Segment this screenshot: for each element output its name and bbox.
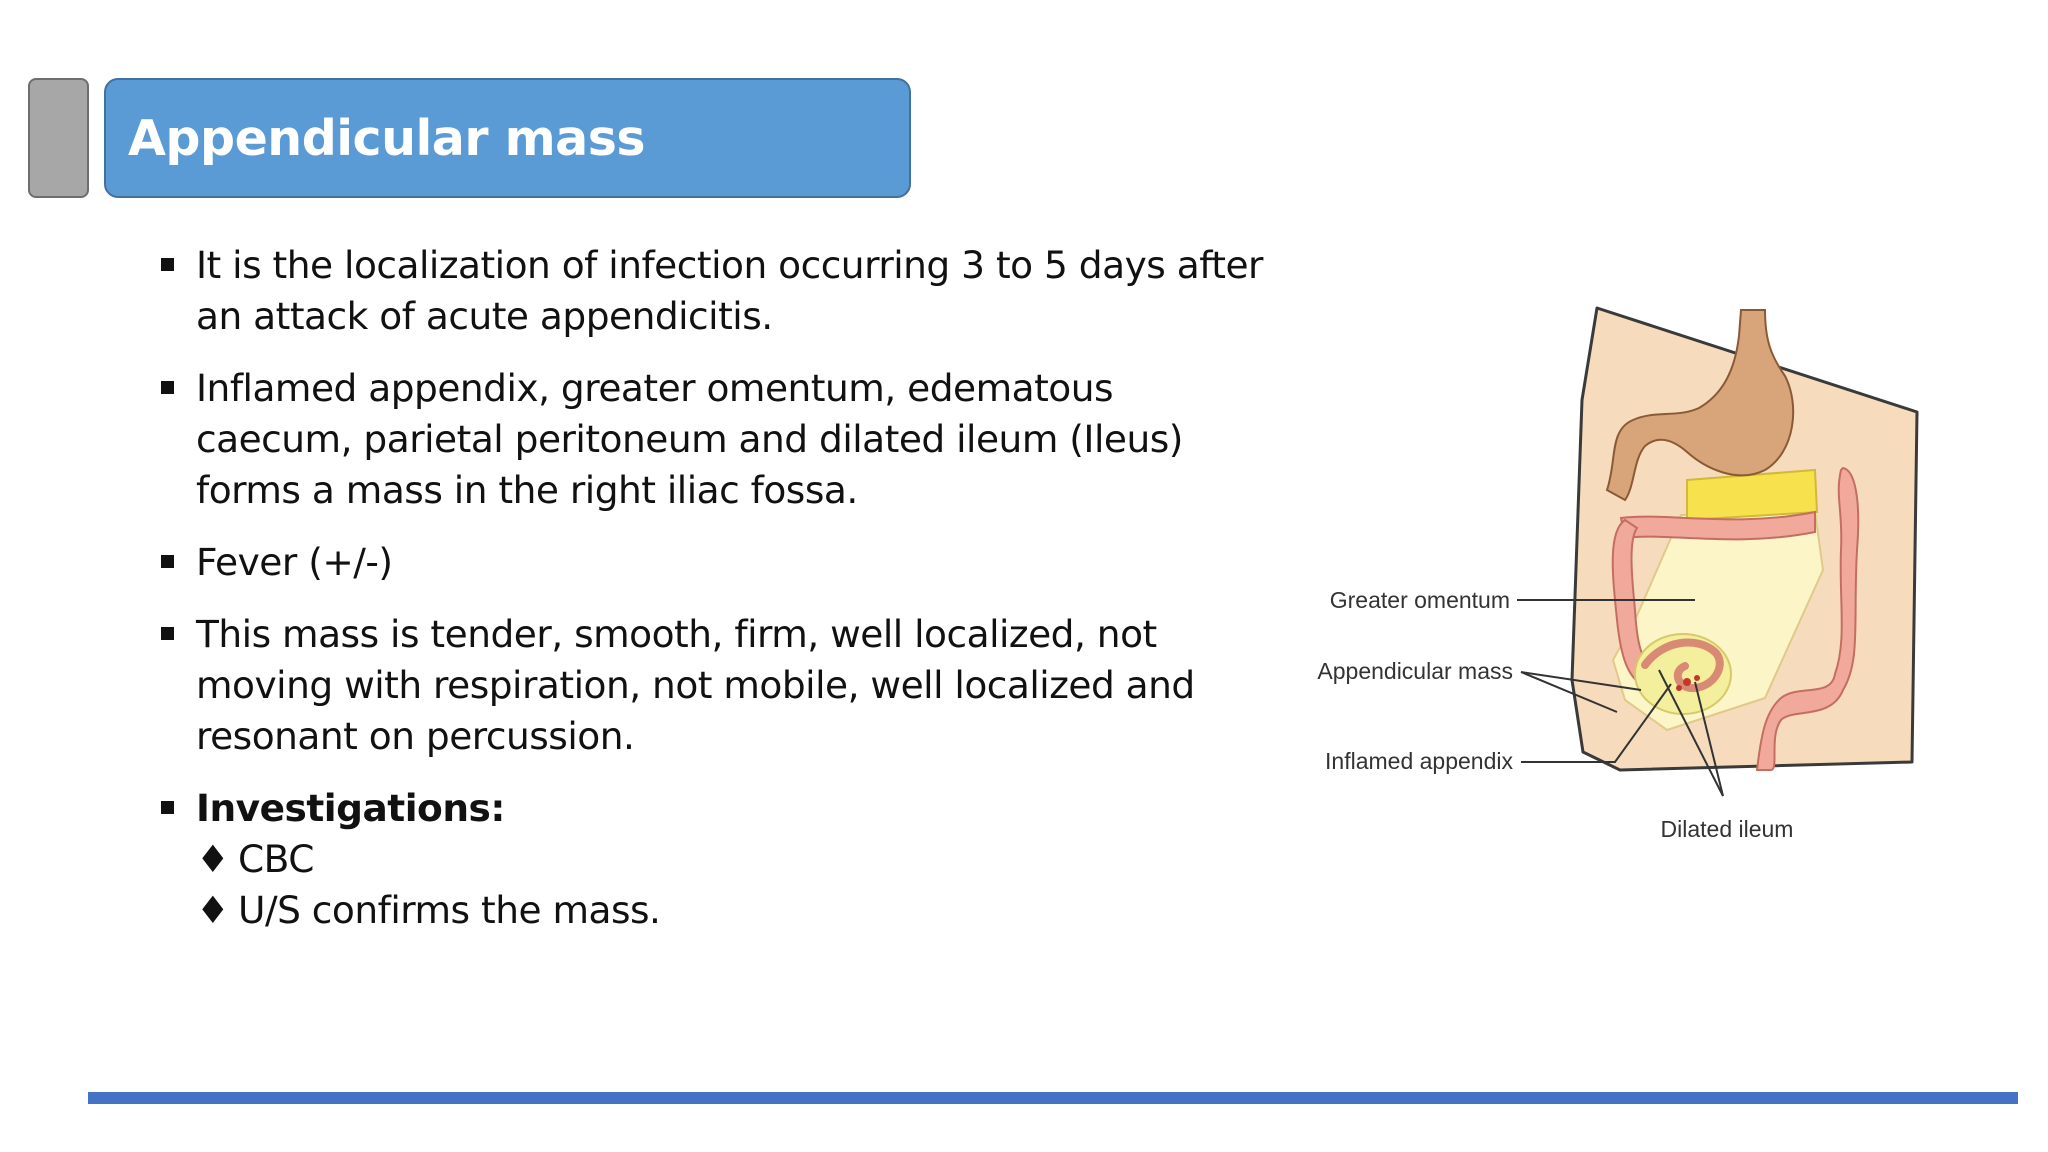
bullet-item xyxy=(160,609,1270,762)
square-bullet-icon xyxy=(161,258,174,271)
bullet-list xyxy=(160,240,1270,957)
inflamed-appendix-spot xyxy=(1676,685,1682,691)
investigation-item-text: U/S confirms the mass. xyxy=(238,888,661,932)
title-bar xyxy=(104,78,911,198)
label-appendicular-mass: Appendicular mass xyxy=(1317,658,1513,684)
investigation-item xyxy=(196,834,1270,885)
appendicular-mass-illustration xyxy=(1295,300,1935,860)
footer-rule xyxy=(88,1092,2018,1104)
investigation-item-text: CBC xyxy=(238,837,314,881)
omentum-fat-shape xyxy=(1687,470,1817,520)
diamond-bullet-icon: ♦ xyxy=(196,837,230,881)
inflamed-appendix-spot xyxy=(1694,675,1700,681)
bullet-item xyxy=(160,537,1270,588)
bullet-item xyxy=(160,240,1270,342)
label-dilated-ileum: Dilated ileum xyxy=(1660,816,1794,842)
label-inflamed-appendix: Inflamed appendix xyxy=(1325,748,1513,774)
label-greater-omentum: Greater omentum xyxy=(1329,587,1510,613)
bullet-item xyxy=(160,363,1270,516)
square-bullet-icon xyxy=(161,555,174,568)
square-bullet-icon xyxy=(161,627,174,640)
bullet-text: This mass is tender, smooth, firm, well localized, not moving with respiration, not mobile, well localized and resonant on percussion. xyxy=(196,612,1195,758)
square-bullet-icon xyxy=(161,801,174,814)
diamond-bullet-icon: ♦ xyxy=(196,888,230,932)
slide-title: Appendicular mass xyxy=(128,109,646,167)
investigation-item xyxy=(196,885,1270,936)
bullet-item-investigations xyxy=(160,783,1270,936)
inflamed-appendix-spot xyxy=(1683,678,1691,686)
square-bullet-icon xyxy=(161,381,174,394)
bullet-text: It is the localization of infection occurring 3 to 5 days after an attack of acute appendicitis. xyxy=(196,243,1263,338)
bullet-text: Inflamed appendix, greater omentum, edematous caecum, parietal peritoneum and dilated ileum (Ileus) forms a mass in the right iliac fossa. xyxy=(196,366,1183,512)
side-tab xyxy=(28,78,89,198)
investigations-heading: Investigations: xyxy=(196,786,505,830)
bullet-text: Fever (+/-) xyxy=(196,540,393,584)
